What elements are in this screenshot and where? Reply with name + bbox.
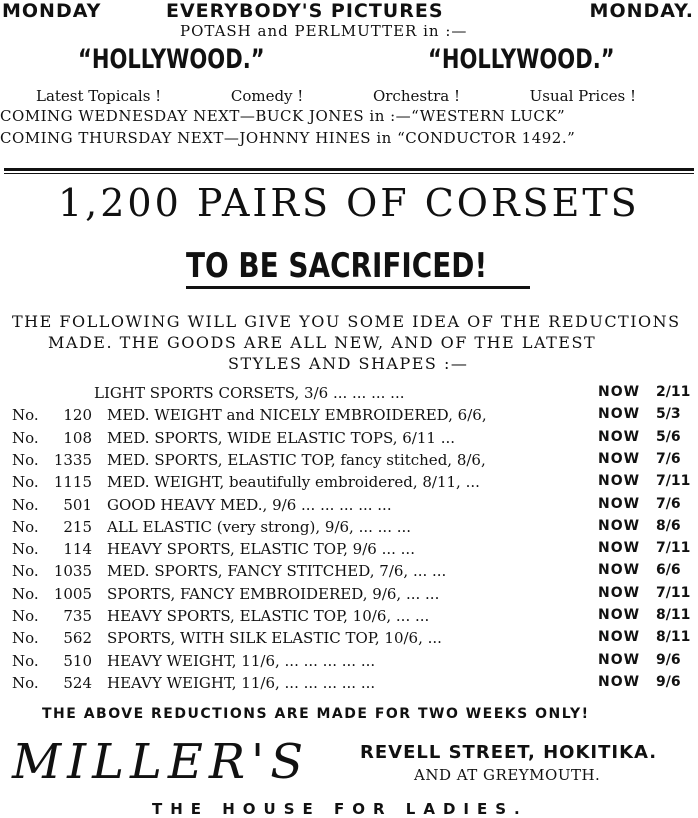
now-label: NOW [598, 450, 641, 467]
item-price: 2/11 [656, 384, 691, 400]
now-label: NOW [598, 406, 641, 423]
attraction-item: Usual Prices ! [529, 87, 636, 105]
price-row [0, 384, 698, 406]
item-description: HEAVY SPORTS, ELASTIC TOP, 10/6, ... ... [107, 607, 430, 625]
intro-line: MADE. THE GOODS ARE ALL NEW, AND OF THE LATEST [48, 333, 597, 352]
item-number: 735 [63, 607, 92, 625]
item-no-label: No. [12, 473, 39, 492]
item-no-label: No. [12, 562, 39, 581]
item-description: MED. SPORTS, ELASTIC TOP, fancy stitched, 8/6, [107, 450, 486, 469]
headline-underline [186, 286, 530, 289]
item-number: 215 [63, 517, 92, 536]
item-price: 7/11 [656, 540, 691, 557]
item-no-label: No. [12, 651, 39, 670]
item-description: MED. WEIGHT and NICELY EMBROIDERED, 6/6, [107, 406, 487, 425]
attractions-line [36, 87, 636, 105]
item-no-label: No. [12, 607, 39, 625]
item-description: HEAVY WEIGHT, 11/6, ... ... ... ... ... [107, 651, 376, 670]
item-no-label: No. [12, 495, 39, 514]
item-price: 8/11 [656, 629, 691, 646]
film-title-right: “HOLLYWOOD.” [428, 44, 615, 75]
item-price: 7/6 [656, 495, 681, 512]
item-price: 8/11 [656, 607, 691, 623]
now-label: NOW [598, 473, 641, 490]
item-price: 9/6 [656, 651, 681, 668]
item-description: GOOD HEAVY MED., 9/6 ... ... ... ... ... [107, 495, 392, 514]
store-name: MILLER'S [12, 734, 310, 790]
attraction-item: Orchestra ! [372, 87, 460, 105]
item-description: LIGHT SPORTS CORSETS, 3/6 ... ... ... ... [94, 384, 405, 402]
item-no-label: No. [12, 584, 39, 603]
price-row [0, 562, 698, 584]
item-description: HEAVY SPORTS, ELASTIC TOP, 9/6 ... ... [107, 540, 415, 559]
intro-line: THE FOLLOWING WILL GIVE YOU SOME IDEA OF THE REDUCTIONS [12, 312, 681, 331]
item-price: 7/11 [656, 473, 691, 490]
item-no-label: No. [12, 450, 39, 469]
price-row [0, 540, 698, 562]
now-label: NOW [598, 495, 641, 512]
item-price: 9/6 [656, 673, 681, 690]
sacrificed-headline: TO BE SACRIFICED! [186, 246, 488, 286]
item-number: 510 [63, 651, 92, 670]
cinema-day-left: MONDAY [2, 0, 102, 22]
price-row [0, 629, 698, 651]
now-label: NOW [598, 384, 641, 400]
film-title-left: “HOLLYWOOD.” [78, 44, 265, 75]
item-number: 108 [63, 428, 92, 447]
price-row [0, 473, 698, 495]
item-description: MED. SPORTS, WIDE ELASTIC TOPS, 6/11 ... [107, 428, 456, 447]
price-row [0, 518, 698, 540]
price-row [0, 496, 698, 518]
item-no-label: No. [12, 428, 39, 447]
store-tagline: THE HOUSE FOR LADIES. [152, 800, 528, 818]
now-label: NOW [598, 584, 641, 601]
item-price: 5/3 [656, 406, 681, 423]
now-label: NOW [598, 651, 641, 668]
divider-rule [4, 168, 694, 171]
item-no-label: No. [12, 673, 39, 692]
now-label: NOW [598, 540, 641, 557]
item-no-label: No. [12, 629, 39, 648]
item-number: 1035 [53, 562, 92, 581]
price-row [0, 585, 698, 607]
item-no-label: No. [12, 540, 39, 559]
cinema-day-right: MONDAY. [589, 0, 694, 22]
corset-headline: 1,200 PAIRS OF CORSETS [58, 181, 640, 225]
store-branch: AND AT GREYMOUTH. [414, 766, 601, 784]
item-number: 1005 [53, 584, 92, 603]
price-row [0, 451, 698, 473]
item-price: 7/6 [656, 450, 681, 467]
intro-line: STYLES AND SHAPES :— [228, 354, 469, 373]
now-label: NOW [598, 607, 641, 623]
now-label: NOW [598, 629, 641, 646]
item-description: ALL ELASTIC (very strong), 9/6, ... ... ... [107, 517, 412, 536]
item-price: 6/6 [656, 562, 681, 579]
item-description: SPORTS, FANCY EMBROIDERED, 9/6, ... ... [107, 584, 440, 603]
divider-rule-thin [4, 173, 694, 174]
now-label: NOW [598, 562, 641, 579]
item-price: 8/6 [656, 517, 681, 534]
item-price: 5/6 [656, 428, 681, 445]
price-row [0, 652, 698, 674]
item-description: SPORTS, WITH SILK ELASTIC TOP, 10/6, ... [107, 629, 442, 648]
item-number: 524 [63, 673, 92, 692]
item-number: 1335 [53, 450, 92, 469]
price-row [0, 406, 698, 428]
price-row [0, 607, 698, 629]
coming-wednesday: COMING WEDNESDAY NEXT—BUCK JONES in :—“WESTERN LUCK” [0, 107, 566, 125]
coming-thursday: COMING THURSDAY NEXT—JOHNNY HINES in “CONDUCTOR 1492.” [0, 129, 576, 147]
price-row [0, 429, 698, 451]
item-number: 501 [63, 495, 92, 514]
item-price: 7/11 [656, 584, 691, 601]
attraction-item: Comedy ! [230, 87, 304, 105]
item-no-label: No. [12, 517, 39, 536]
attraction-item: Latest Topicals ! [36, 87, 162, 105]
item-no-label: No. [12, 406, 39, 425]
now-label: NOW [598, 673, 641, 690]
item-number: 1115 [53, 473, 92, 492]
cinema-subtitle: POTASH and PERLMUTTER in :— [180, 22, 468, 40]
reductions-note: THE ABOVE REDUCTIONS ARE MADE FOR TWO WEEKS ONLY! [42, 706, 590, 722]
item-number: 114 [63, 540, 92, 559]
item-number: 562 [63, 629, 92, 648]
now-label: NOW [598, 517, 641, 534]
cinema-venue-title: EVERYBODY'S PICTURES [166, 0, 444, 22]
now-label: NOW [598, 428, 641, 445]
price-row [0, 674, 698, 696]
item-description: MED. SPORTS, FANCY STITCHED, 7/6, ... ... [107, 562, 447, 581]
store-address: REVELL STREET, HOKITIKA. [360, 742, 658, 763]
item-description: MED. WEIGHT, beautifully embroidered, 8/11, ... [107, 473, 480, 492]
item-number: 120 [63, 406, 92, 425]
item-description: HEAVY WEIGHT, 11/6, ... ... ... ... ... [107, 673, 376, 692]
